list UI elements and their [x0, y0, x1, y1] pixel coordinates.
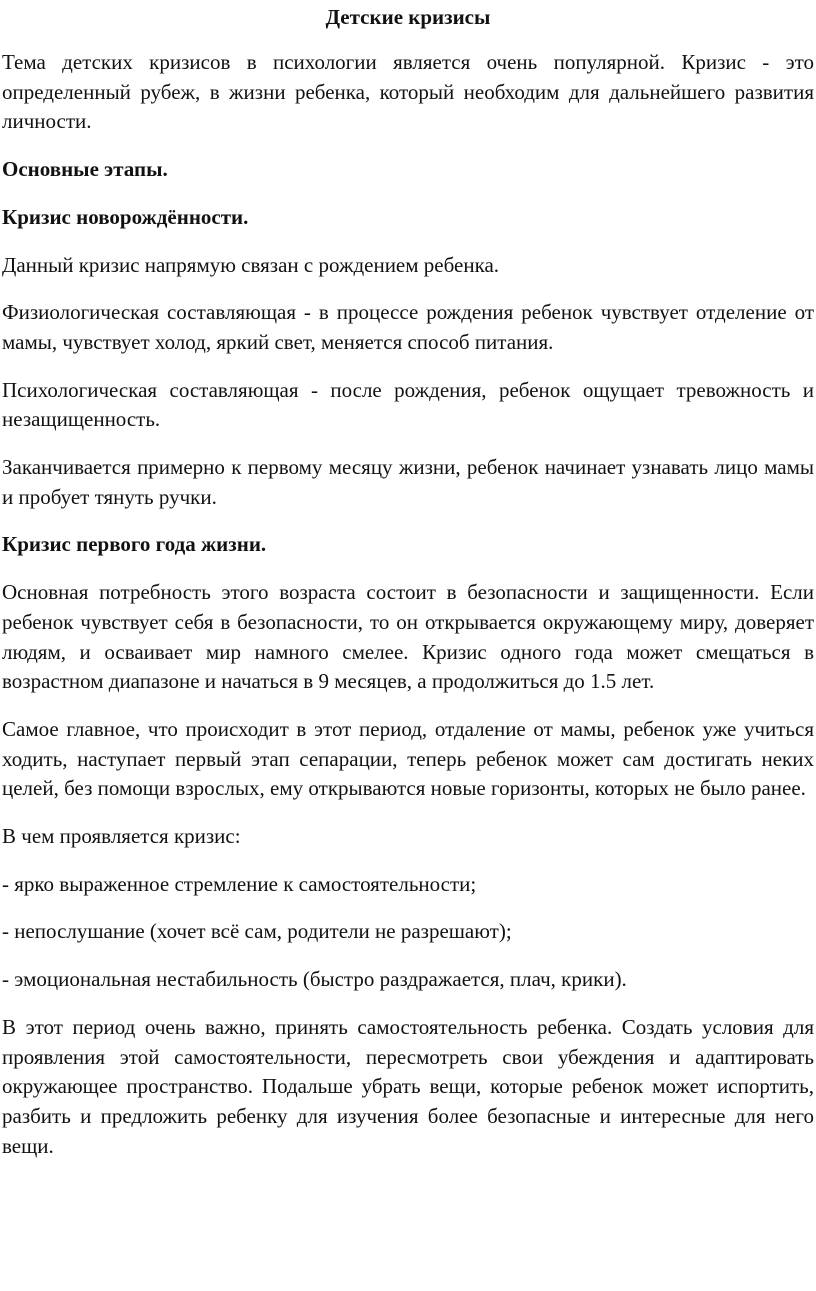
heading-first-year-crisis: Кризис первого года жизни. — [2, 532, 267, 557]
document-title: Детские кризисы — [325, 5, 491, 29]
document-page — [2, 0, 814, 1161]
newborn-paragraph-1: Данный кризис напрямую связан с рождением ребенка. — [2, 252, 500, 277]
intro-paragraph: Тема детских кризисов в психологии является очень популярной. Кризис - это определенный рубеж, в жизни ребенка, который необходим для дальнейшего развития личности. — [2, 50, 814, 134]
heading-newborn-crisis: Кризис новорождённости. — [2, 204, 249, 229]
list-item: - ярко выраженное стремление к самостоятельности; — [2, 871, 477, 896]
first-year-paragraph-2: Самое главное, что происходит в этот период, отдаление от мамы, ребенок уже учиться ходить, наступает первый этап сепарации, теперь ребенок может сам достигать неких целей, без помощи взрослых, ему открываются новые горизонты, которых не было ранее. — [2, 716, 814, 801]
list-item: - эмоциональная нестабильность (быстро раздражается, плач, крики). — [2, 967, 627, 992]
list-item: - непослушание (хочет всё сам, родители не разрешают); — [2, 919, 512, 944]
heading-stages: Основные этапы. — [2, 157, 168, 182]
newborn-paragraph-2: Физиологическая составляющая - в процессе рождения ребенок чувствует отделение от мамы, чувствует холод, яркий свет, меняется способ питания. — [2, 300, 814, 354]
manifest-intro: В чем проявляется кризис: — [2, 824, 241, 849]
newborn-paragraph-3: Психологическая составляющая - после рождения, ребенок ощущает тревожность и незащищенность. — [2, 377, 814, 432]
newborn-paragraph-4: Заканчивается примерно к первому месяцу жизни, ребенок начинает узнавать лицо мамы и пробует тянуть ручки. — [2, 455, 814, 509]
first-year-paragraph-1: Основная потребность этого возраста состоит в безопасности и защищенности. Если ребенок чувствует себя в безопасности, то он открывается окружающему миру, доверяет людям, и осваивает мир намного смелее. Кризис одного года может смещаться в возрастном диапазоне и начаться в 9 месяцев, а продолжиться до 1.5 лет. — [2, 580, 814, 694]
closing-paragraph: В этот период очень важно, принять самостоятельность ребенка. Создать условия для проявления этой самостоятельности, пересмотреть свои убеждения и адаптировать окружающее пространство. Подальше убрать вещи, которые ребенок может испортить, разбить и предложить ребенку для изучения более безопасные и интересные для него вещи. — [2, 1014, 814, 1158]
